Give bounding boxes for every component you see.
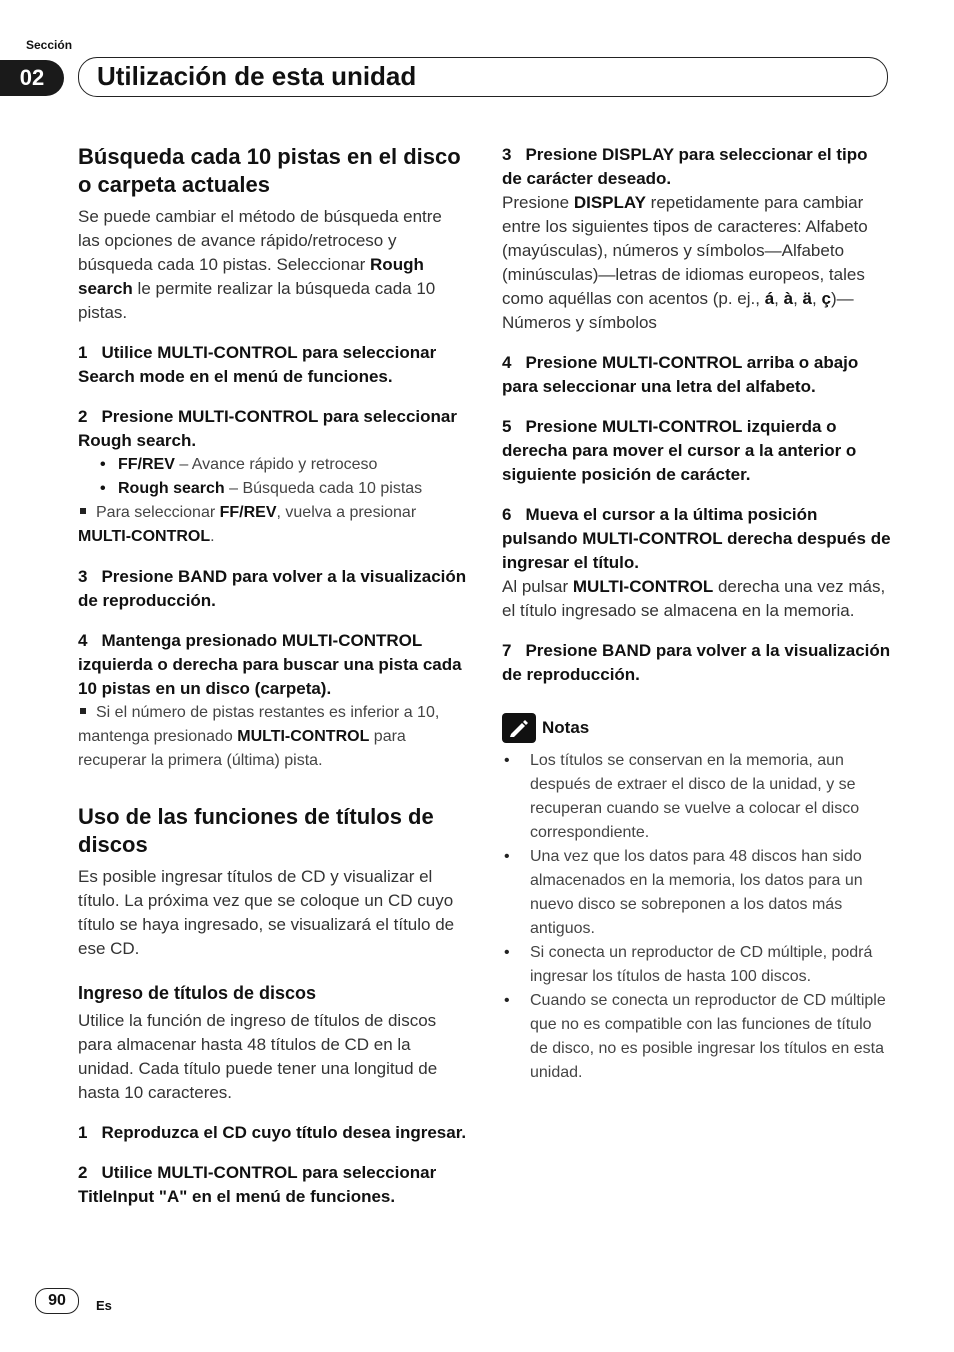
note-pistas: Si el número de pistas restantes es inferior a 10, mantenga presionado MULTI-CONTROL para recuperar la primera (última) pista. xyxy=(78,704,440,769)
note-item: • Si conecta un reproductor de CD múltiple, podrá ingresar los títulos de hasta 100 discos. xyxy=(504,944,873,985)
paragraph-display: Presione DISPLAY repetidamente para cambiar entre los siguientes tipos de caracteres: Alfabeto (mayúsculas), números y símbolos—Alfabeto (minúsculas)—letras de idiomas europeos, tales como aquéllas con acentos (p. ej., á, à, ä, ç)—Números y símbolos xyxy=(502,193,868,332)
chapter-title-box xyxy=(78,57,888,97)
heading-busqueda: Búsqueda cada 10 pistas en el disco o carpeta actuales xyxy=(78,144,461,197)
paragraph-busqueda: Se puede cambiar el método de búsqueda entre las opciones de avance rápido/retroceso y búsqueda cada 10 pistas. Seleccionar Rough search le permite realizar la búsqueda cada 10 pistas. xyxy=(78,207,442,322)
title-step-1: 1 Reproduzca el CD cuyo título desea ingresar. xyxy=(78,1123,467,1142)
step-3: 3 Presione BAND para volver a la visualización de reproducción. xyxy=(78,567,467,610)
title-step-6: 6 Mueva el cursor a la última posición pulsando MULTI-CONTROL derecha después de ingresar el título. xyxy=(502,505,891,572)
note-item: • Los títulos se conservan en la memoria, aun después de extraer el disco de la unidad, y se recuperan cuando se vuelve a colocar el disco correspondiente. xyxy=(504,752,860,841)
paragraph-uso: Es posible ingresar títulos de CD y visualizar el título. La próxima vez que se coloque un CD cuyo título se haya ingresado, se visualizará el título de ese CD. xyxy=(78,867,455,958)
paragraph-ingreso: Utilice la función de ingreso de títulos de discos para almacenar hasta 48 títulos de CD en la unidad. Cada título puede tener una longitud de hasta 10 caracteres. xyxy=(78,1011,438,1102)
title-step-5: 5 Presione MULTI-CONTROL izquierda o derecha para mover el cursor a la anterior o siguiente posición de carácter. xyxy=(502,417,857,484)
title-step-4: 4 Presione MULTI-CONTROL arriba o abajo para seleccionar una letra del alfabeto. xyxy=(502,353,859,396)
title-step-2: 2 Utilice MULTI-CONTROL para seleccionar TitleInput "A" en el menú de funciones. xyxy=(78,1163,437,1206)
note-item: • Una vez que los datos para 48 discos han sido almacenados en la memoria, los datos para un nuevo disco se sobreponen a los datos más antiguos. xyxy=(504,848,863,937)
heading-ingreso: Ingreso de títulos de discos xyxy=(78,983,317,1003)
bullet-rough: • Rough search – Búsqueda cada 10 pistas xyxy=(100,480,423,497)
pencil-icon xyxy=(502,713,536,743)
language-code: Es xyxy=(96,1298,112,1313)
step-1: 1 Utilice MULTI-CONTROL para seleccionar Search mode en el menú de funciones. xyxy=(78,343,437,386)
square-bullet-icon xyxy=(80,708,86,714)
chapter-title: Utilización de esta unidad xyxy=(97,61,417,91)
title-step-3: 3 Presione DISPLAY para seleccionar el tipo de carácter deseado. xyxy=(502,145,868,188)
notes-title: Notas xyxy=(542,718,590,737)
left-column xyxy=(78,143,468,1209)
paragraph-store: Al pulsar MULTI-CONTROL derecha una vez más, el título ingresado se almacena en la memoria. xyxy=(502,577,886,620)
step-2: 2 Presione MULTI-CONTROL para seleccionar Rough search. xyxy=(78,407,457,450)
step-4: 4 Mantenga presionado MULTI-CONTROL izquierda o derecha para buscar una pista cada 10 pistas en un disco (carpeta). xyxy=(78,631,462,698)
heading-uso: Uso de las funciones de títulos de discos xyxy=(78,804,434,857)
title-step-7: 7 Presione BAND para volver a la visualización de reproducción. xyxy=(502,641,891,684)
bullet-ffrev: • FF/REV – Avance rápido y retroceso xyxy=(100,456,378,473)
square-bullet-icon xyxy=(80,508,86,514)
notes-list xyxy=(502,749,892,1085)
page-number: 90 xyxy=(35,1288,79,1314)
note-ffrev: Para seleccionar FF/REV, vuelva a presionar MULTI-CONTROL. xyxy=(78,504,417,545)
section-label: Sección xyxy=(26,38,73,52)
section-number-badge: 02 xyxy=(0,60,64,96)
right-column xyxy=(502,143,892,1085)
notes-header xyxy=(502,713,892,743)
note-item: • Cuando se conecta un reproductor de CD múltiple que no es compatible con las funciones de título de disco, no es posible ingresar los títulos en esta unidad. xyxy=(504,992,886,1081)
